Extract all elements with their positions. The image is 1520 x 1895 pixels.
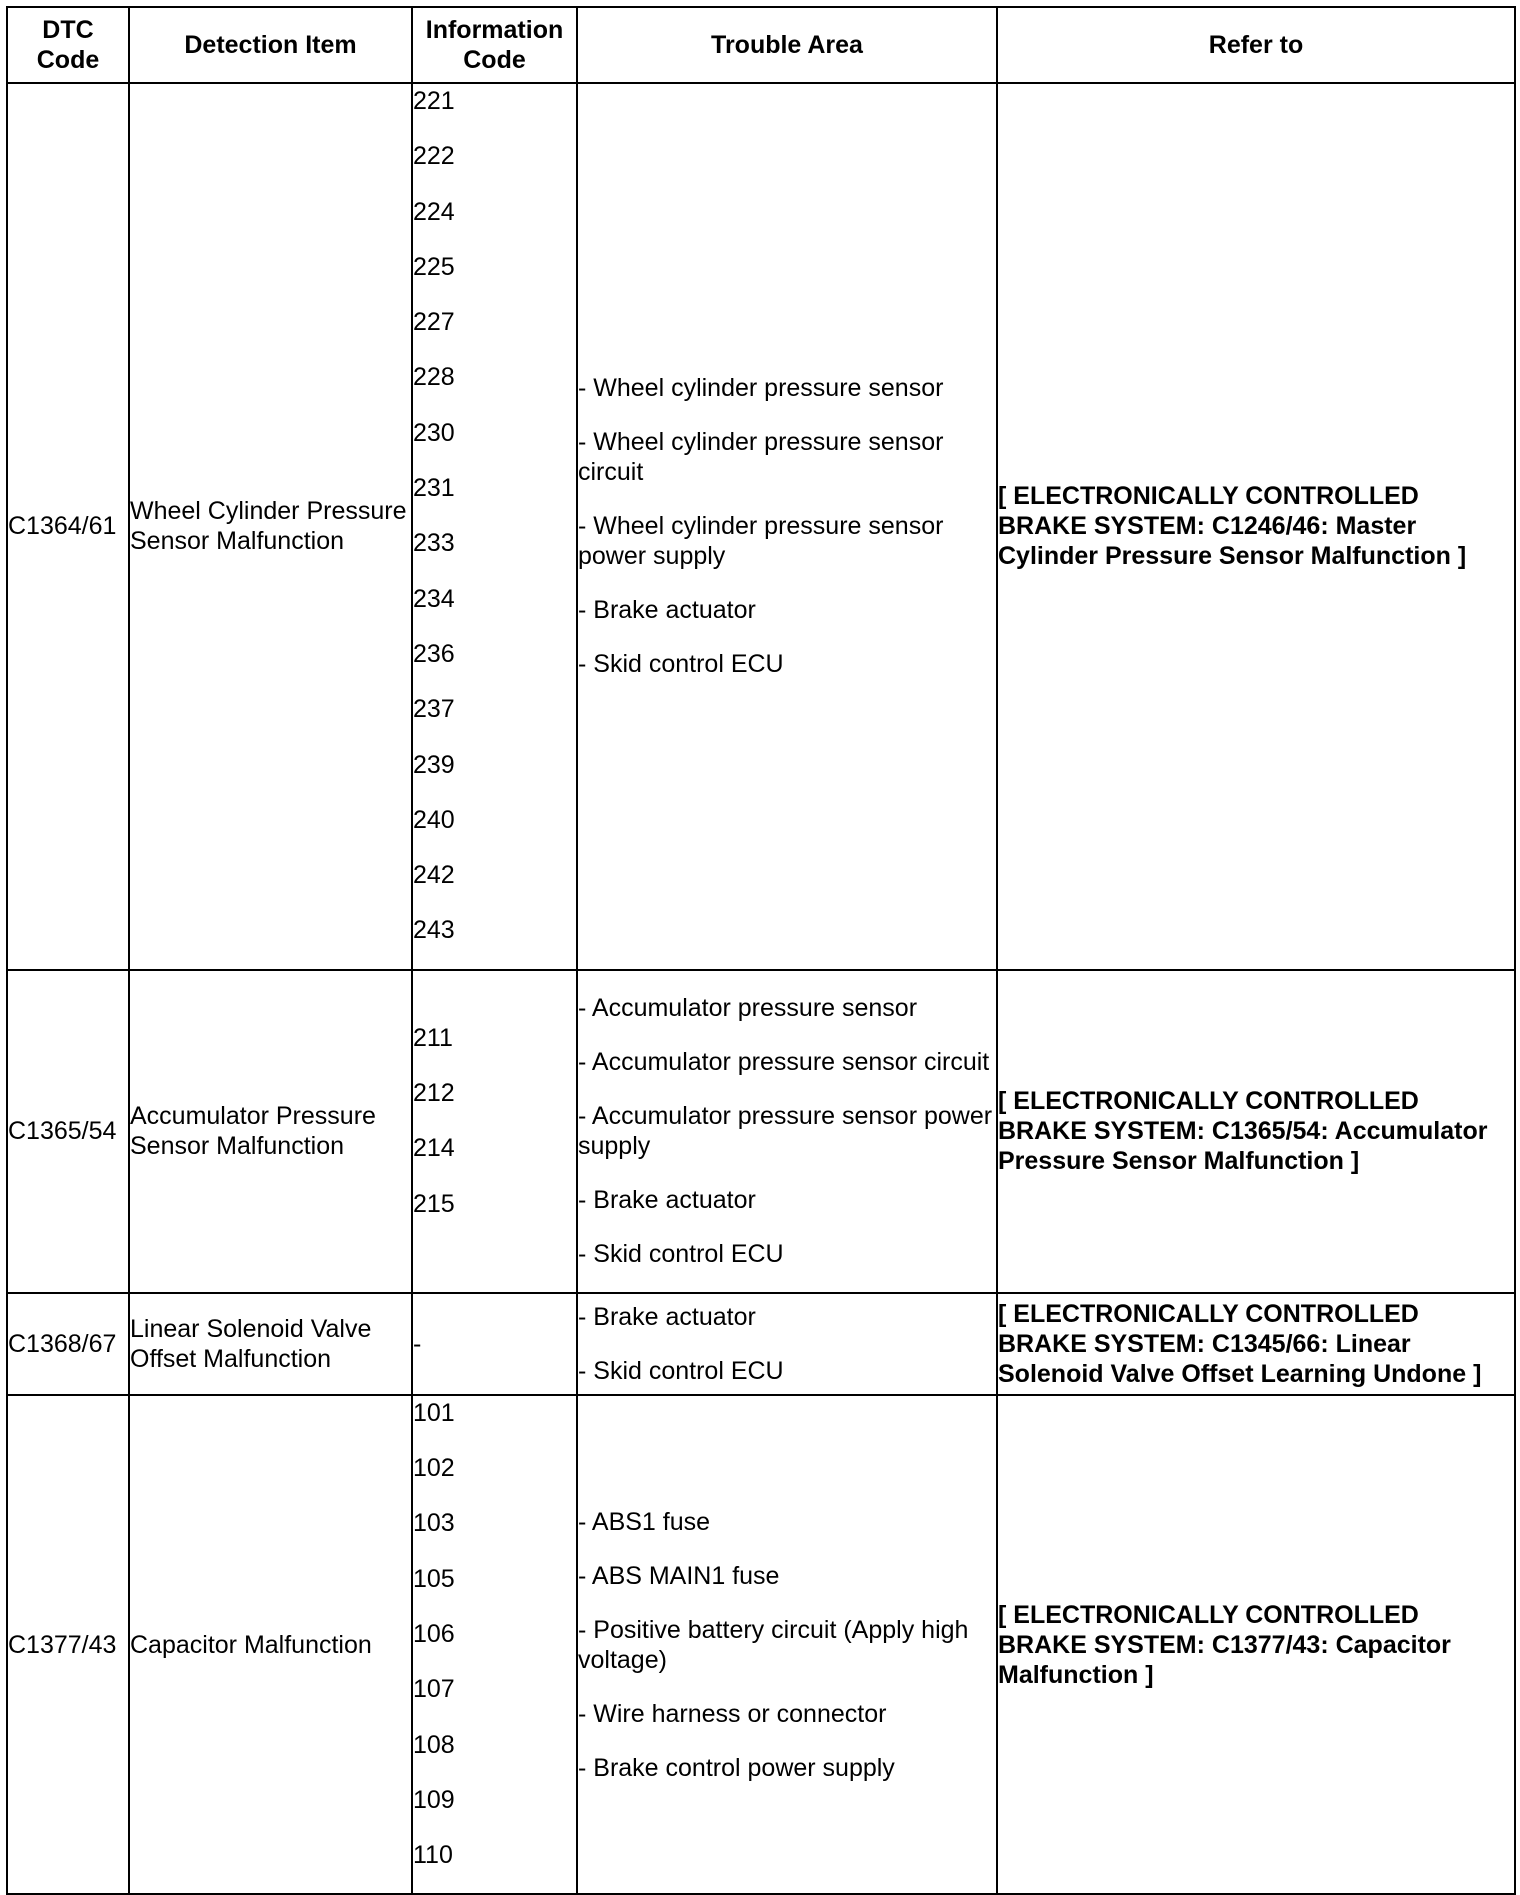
detection-item-cell: Wheel Cylinder Pressure Sensor Malfunction	[129, 83, 412, 970]
information-code: 109	[413, 1785, 455, 1814]
information-code: 224	[413, 197, 455, 226]
header-trouble-area: Trouble Area	[577, 7, 997, 83]
information-code: 106	[413, 1619, 455, 1648]
information-code-cell: -	[412, 1293, 577, 1395]
trouble-area-item: - Wheel cylinder pressure sensor	[578, 374, 944, 403]
trouble-area-item: - Wheel cylinder pressure sensor circuit	[578, 428, 944, 487]
trouble-area-item: - Accumulator pressure sensor circuit	[578, 1048, 990, 1077]
information-code: 225	[413, 252, 455, 281]
information-code: 234	[413, 584, 455, 613]
information-code: 215	[413, 1189, 455, 1218]
information-code: 242	[413, 861, 455, 890]
table-row	[7, 83, 1515, 970]
trouble-area-cell	[577, 1395, 997, 1895]
refer-to-cell: [ ELECTRONICALLY CONTROLLED BRAKE SYSTEM: C1365/54: Accumulator Pressure Sensor Malfunction ]	[997, 970, 1515, 1293]
header-detection-item: Detection Item	[129, 7, 412, 83]
detection-item-cell: Accumulator Pressure Sensor Malfunction	[129, 970, 412, 1293]
trouble-area-item: - Positive battery circuit (Apply high voltage)	[578, 1615, 969, 1674]
header-refer-to: Refer to	[997, 7, 1515, 83]
trouble-area-cell	[577, 1293, 997, 1395]
information-code: 107	[413, 1675, 455, 1704]
header-dtc-code: DTC Code	[7, 7, 129, 83]
information-code: 228	[413, 363, 455, 392]
information-code-cell	[412, 83, 577, 970]
table-header-row	[7, 7, 1515, 83]
detection-item-cell: Linear Solenoid Valve Offset Malfunction	[129, 1293, 412, 1395]
dtc-code-cell: C1365/54	[7, 970, 129, 1293]
trouble-area-item: - Skid control ECU	[578, 1356, 784, 1385]
trouble-area-item: - Accumulator pressure sensor	[578, 994, 918, 1023]
trouble-area-item: - Wheel cylinder pressure sensor power supply	[578, 512, 944, 571]
trouble-area-item: - Wire harness or connector	[578, 1699, 887, 1728]
information-code: 103	[413, 1509, 455, 1538]
trouble-area-item: - Skid control ECU	[578, 1240, 784, 1269]
table-row	[7, 1293, 1515, 1395]
trouble-area-item: - Accumulator pressure sensor power supply	[578, 1102, 993, 1161]
table-row	[7, 1395, 1515, 1895]
information-code: 239	[413, 750, 455, 779]
dtc-table	[6, 6, 1516, 1895]
detection-item-cell: Capacitor Malfunction	[129, 1395, 412, 1895]
dtc-code-cell: C1368/67	[7, 1293, 129, 1395]
table-row	[7, 970, 1515, 1293]
header-information-code: Information Code	[412, 7, 577, 83]
trouble-area-item: - ABS MAIN1 fuse	[578, 1561, 780, 1590]
information-code: 230	[413, 418, 455, 447]
refer-to-cell: [ ELECTRONICALLY CONTROLLED BRAKE SYSTEM: C1345/66: Linear Solenoid Valve Offset Learning Undone ]	[997, 1293, 1515, 1395]
information-code: 222	[413, 142, 455, 171]
information-code: 110	[413, 1841, 453, 1870]
refer-to-cell: [ ELECTRONICALLY CONTROLLED BRAKE SYSTEM: C1246/46: Master Cylinder Pressure Sensor Malfunction ]	[997, 83, 1515, 970]
dtc-code-cell: C1364/61	[7, 83, 129, 970]
trouble-area-cell	[577, 83, 997, 970]
information-code: 211	[413, 1023, 453, 1052]
information-code: 101	[413, 1398, 455, 1427]
information-code: 243	[413, 916, 455, 945]
trouble-area-item: - Skid control ECU	[578, 650, 784, 679]
information-code: 227	[413, 308, 455, 337]
information-code: 240	[413, 805, 455, 834]
information-code: 221	[413, 87, 455, 115]
information-code: 108	[413, 1730, 455, 1759]
information-code-cell	[412, 970, 577, 1293]
information-code: 105	[413, 1564, 455, 1593]
information-code: 233	[413, 529, 455, 558]
information-code-cell	[412, 1395, 577, 1895]
dtc-code-cell: C1377/43	[7, 1395, 129, 1895]
information-code: 237	[413, 695, 455, 724]
trouble-area-item: - Brake actuator	[578, 1302, 756, 1331]
trouble-area-item: - Brake control power supply	[578, 1753, 895, 1782]
information-code: 212	[413, 1078, 455, 1107]
information-code: 214	[413, 1134, 455, 1163]
information-code: 102	[413, 1454, 455, 1483]
information-code: 236	[413, 639, 455, 668]
trouble-area-cell	[577, 970, 997, 1293]
refer-to-cell: [ ELECTRONICALLY CONTROLLED BRAKE SYSTEM: C1377/43: Capacitor Malfunction ]	[997, 1395, 1515, 1895]
trouble-area-item: - Brake actuator	[578, 1186, 756, 1215]
information-code: 231	[413, 474, 455, 503]
trouble-area-item: - Brake actuator	[578, 596, 756, 625]
trouble-area-item: - ABS1 fuse	[578, 1507, 711, 1536]
